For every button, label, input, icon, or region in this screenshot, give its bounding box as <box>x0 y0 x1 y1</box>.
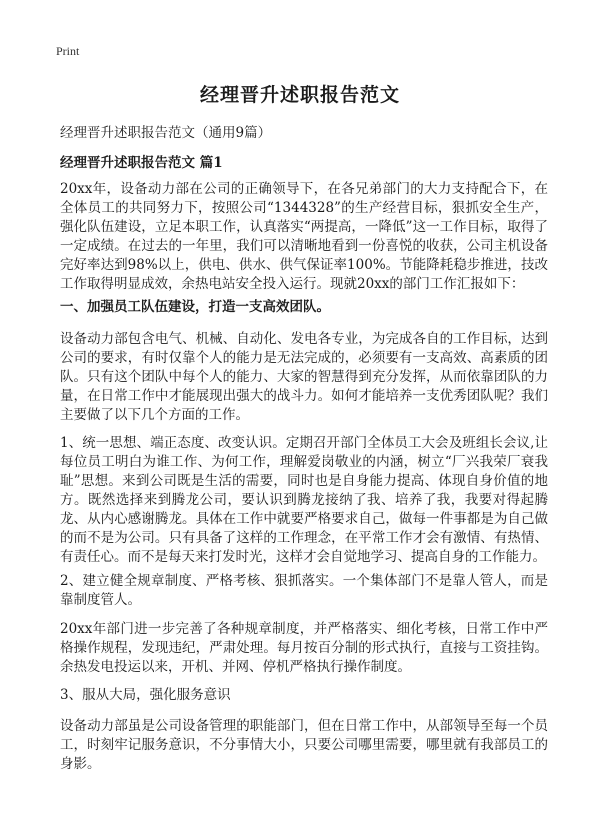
subheading-team-building: 一、加强员工队伍建设，打造一支高效团队。 <box>60 299 330 315</box>
paragraph-point-1: 1、统一思想、端正态度、改变认识。定期召开部门全体员工大会及班组长会议,让每位员工明白为谁工作、为何工作，理解爱岗敬业的内涵，树立“厂兴我荣厂衰我耻”思想。来到公司既是生活的需要，同时也是自身能力提高、体现自身价值的地方。既然选择来到腾龙公司，要认识到腾龙接纳了我、培养了我，我要对得起腾龙、从内心感谢腾龙。具体在工作中就要严格要求自己，做每一件事都是为自己做的而不是为公司。只有具备了这样的工作理念，在平常工作才会有激情、有热情、有责任心。而不是每天来打发时光，这样才会自觉地学习、提高自身的工作能力。 <box>60 435 548 565</box>
paragraph-point-3: 3、服从大局，强化服务意识 <box>60 687 231 703</box>
document-subtitle: 经理晋升述职报告范文（通用9篇） <box>60 125 272 141</box>
paragraph-point-2: 2、建立健全规章制度、严格考核、狠抓落实。一个集体部门不是靠人管人，而是靠制度管人。 <box>60 573 548 608</box>
paragraph-service: 设备动力部虽是公司设备管理的职能部门，但在日常工作中，从部领导至每一个员工，时刻牢记服务意识，不分事情大小，只要公司哪里需要，哪里就有我部员工的身影。 <box>60 718 548 772</box>
paragraph-intro: 20xx年，设备动力部在公司的正确领导下，在各兄弟部门的大力支持配合下，在全体员工的共同努力下，按照公司“1344328”的生产经营目标，狠抓安全生产，强化队伍建设，立足本职工作，认真落实“两提高，一降低”这一工作目标，取得了一定成绩。在过去的一年里，我们可以清晰地看到一份喜悦的收获，公司主机设备完好率达到98%以上，供电、供水、供气保证率100%。节能降耗稳步推进，技改工作取得明显成效，余热电站安全投入运行。现就20xx的部门工作汇报如下： <box>60 181 548 292</box>
paragraph-rules: 20xx年部门进一步完善了各种规章制度，并严格落实、细化考核，日常工作中严格操作规程，发现违纪，严肃处理。每月按百分制的形式执行，直接与工资挂钩。余热发电投运以来，开机、并网、停机严格执行操作制度。 <box>60 621 548 675</box>
section-heading: 经理晋升述职报告范文 篇1 <box>60 155 223 171</box>
document-title: 经理晋升述职报告范文 <box>199 84 400 106</box>
paragraph-team: 设备动力部包含电气、机械、自动化、发电各专业，为完成各自的工作目标，达到公司的要求，有时仅靠个人的能力是无法完成的，必须要有一支高效、高素质的团队。只有这个团队中每个人的能力、大家的智慧得到充分发挥，从而依靠团队的力量，在日常工作中才能展现出强大的战斗力。如何才能培养一支优秀团队呢？我们主要做了以下几个方面的工作。 <box>60 331 548 423</box>
print-link[interactable]: Print <box>56 44 80 58</box>
